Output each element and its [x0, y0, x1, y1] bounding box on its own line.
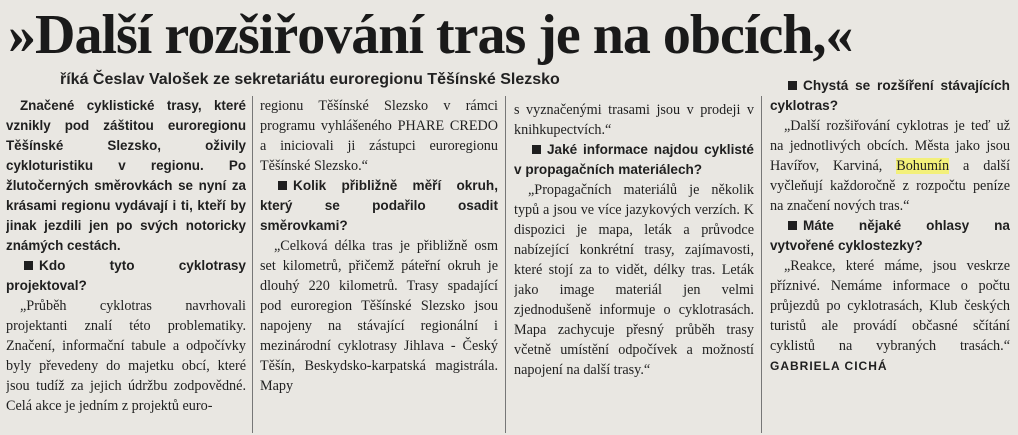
- question-text: Chystá se rozšíření stávajících cyklotras?: [770, 78, 1010, 113]
- headline: »Další rozšiřování tras je na obcích,«: [8, 4, 853, 66]
- square-bullet-icon: [278, 181, 287, 190]
- answer-2: „Celková délka tras je přibližně osm set kilometrů, přičemž páteřní okruh je dlouhý 220 kilometrů. Trasy spadající pod euroregion Těšínské Slezsko jsou napojeny na stávající regionální i mezinárodní cyklotrasy Jihlava - Český Těšín, Beskydsko-karpatská magistrála. Mapy: [260, 238, 498, 394]
- article-column-2: [260, 96, 498, 435]
- question-text: Jaké informace najdou cyklisté v propagačních materiálech?: [514, 142, 754, 177]
- square-bullet-icon: [788, 81, 797, 90]
- answer-4: [770, 116, 1010, 216]
- question-5: [770, 216, 1010, 256]
- question-2: [260, 176, 498, 236]
- square-bullet-icon: [24, 261, 33, 270]
- question-text: Kdo tyto cyklotrasy projektoval?: [6, 258, 246, 293]
- column-rule: [761, 96, 762, 433]
- answer-3: „Propagačních materiálů je několik typů a jsou ve více jazykových verzích. K dispozici je mapa, leták a průvodce nabízející konkrétní trasy, zajímavosti, které stojí za to vidět, délky tras. Leták jako image materiál jen velmi zjednodušeně informuje o cyklotrasách. Mapa zachycuje přesný průběh trasy včetně umístění odpočívek a možností napojení na další trasy.“: [514, 182, 754, 378]
- answer-1-part-1: „Průběh cyklotras navrhovali projektanti znalí této problematiky. Značení, informační tabule a odpočívky byly převedeny do majetku obcí, které jsou tudíž za jejich údržbu zodpovědné. Celá akce je jedním z projektů euro-: [6, 298, 246, 414]
- question-1: [6, 256, 246, 296]
- article-lead: Značené cyklistické trasy, které vznikly pod záštitou euroregionu Těšínské Slezsko, oživily cykloturistiku v regionu. Po žlutočerných směrovkách se nyní za krásami regionu vydávají i ti, kteří by jinak jezdili jen po svých notoricky známých cestách.: [6, 98, 246, 253]
- question-3: [514, 140, 754, 180]
- question-4: [770, 76, 1010, 116]
- column-rule: [505, 96, 506, 433]
- answer-2-continued: s vyznačenými trasami jsou v prodeji v knihkupectvích.“: [514, 102, 754, 138]
- byline: GABRIELA CICHÁ: [770, 359, 888, 373]
- article-column-4: [770, 76, 1010, 435]
- article-column-1: [6, 96, 246, 435]
- question-text: Kolik přibližně měří okruh, který se podařilo osadit směrovkami?: [260, 178, 498, 233]
- square-bullet-icon: [788, 221, 797, 230]
- answer-5: [770, 256, 1010, 376]
- answer-5-text: „Reakce, které máme, jsou veskrze příznivé. Nemáme informace o počtu průjezdů po cyklotrasách, Klub českých turistů ale provádí občasné sčítání cyklistů na vybraných trasách.“: [770, 258, 1010, 354]
- square-bullet-icon: [532, 145, 541, 154]
- deck-subtitle: říká Česlav Valošek ze sekretariátu euroregionu Těšínské Slezsko: [60, 71, 560, 88]
- article-column-3: [514, 100, 754, 435]
- column-rule: [252, 96, 253, 433]
- question-text: Máte nějaké ohlasy na vytvořené cyklostezky?: [770, 218, 1010, 253]
- answer-4-text: a další vyčleňují každoročně z rozpočtu peníze na značení nových tras.“: [770, 158, 1010, 214]
- answer-4-text: „Další rozšiřování cyklotras je teď už na jednotlivých obcích. Města jako jsou Havířov, Karviná,: [770, 118, 1010, 174]
- answer-1-part-2: regionu Těšínské Slezsko v rámci programu vyhlášeného PHARE CREDO a iniciovali ji zástupci euroregionu Těšínské Slezsko.“: [260, 98, 498, 174]
- highlighted-word: Bohumín: [896, 158, 950, 174]
